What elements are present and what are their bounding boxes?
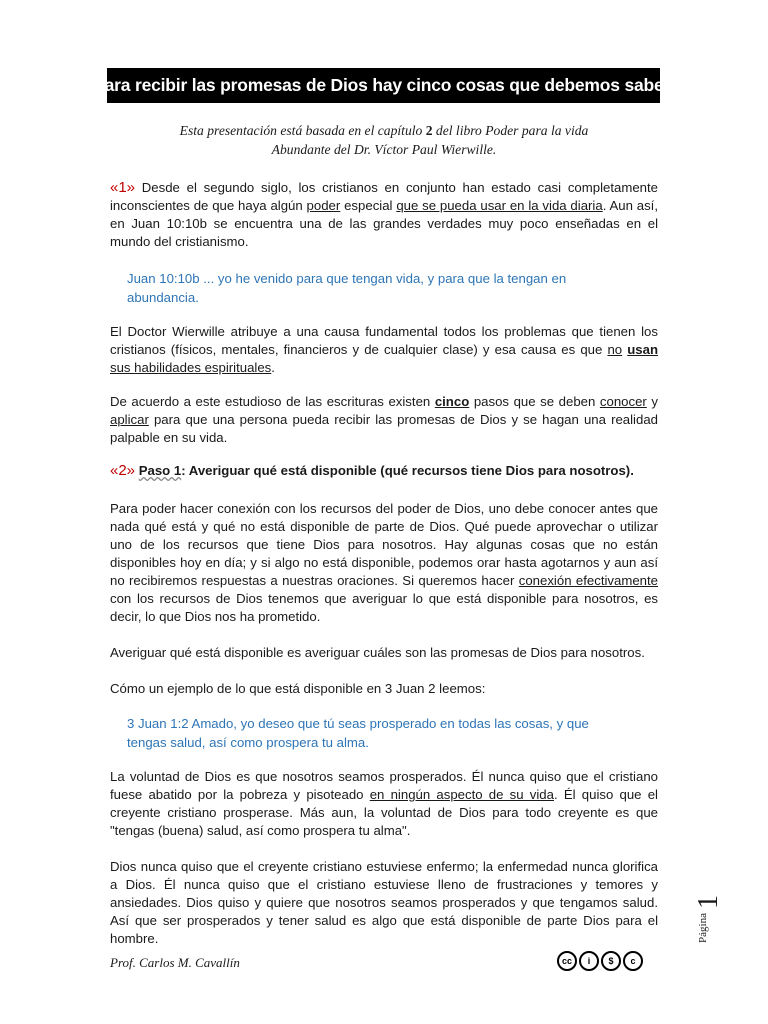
paragraph-number: «2» bbox=[110, 462, 136, 479]
section-heading-paso-1: «2» Paso 1: Averiguar qué está disponible (qué recursos tiene Dios para nosotros). bbox=[110, 462, 634, 479]
paragraph-4: Para poder hacer conexión con los recursos del poder de Dios, uno debe conocer antes que nada qué está y qué no está disponible de parte de Dios. Qué puede aprovechar o utilizar uno de los recursos que tiene Dios para nosotros. Hay algunas cosas que no están disponibles hoy en día; y si algo no está disponible, podemos orar hasta agotarnos y aun así no recibiremos respuestas a nuestras oraciones. Si queremos hacer conexión efectivamente con los recursos de Dios tenemos que averiguar lo que está disponible para nosotros, es decir, lo que Dios nos ha prometido. bbox=[110, 501, 658, 624]
page-number: 1 bbox=[693, 895, 724, 909]
verse-quote-2: 3 Juan 1:2 Amado, yo deseo que tú seas prosperado en todas las cosas, y que tengas salud, así como prospera tu alma. bbox=[127, 716, 589, 750]
paragraph-1: «1» Desde el segundo siglo, los cristianos en conjunto han estado casi completamente inconscientes de que haya algún poder especial que se pueda usar en la vida diaria. Aun así, en Juan 10:10b se encuentra una de las grandes verdades muy poco enseñadas en el mundo del cristianismo. bbox=[110, 179, 658, 249]
paragraph-5: Averiguar qué está disponible es averiguar cuáles son las promesas de Dios para nosotros. bbox=[110, 645, 645, 660]
document-title: Para recibir las promesas de Dios hay cinco cosas que debemos saber. bbox=[107, 68, 660, 103]
paragraph-8: Dios nunca quiso que el creyente cristiano estuviese enfermo; la enfermedad nunca glorifica a Dios. Él nunca quiso que el cristiano estuviese lleno de frustraciones y temores y ansiedades. Dios quiso y quiere que nosotros seamos prosperados y que tengamos salud. Así que ser prosperados y tener salud es algo que está disponible de parte Dios para el hombre. bbox=[110, 859, 658, 946]
paragraph-6: Cómo un ejemplo de lo que está disponible en 3 Juan 2 leemos: bbox=[110, 681, 486, 696]
paragraph-7: La voluntad de Dios es que nosotros seamos prosperados. Él nunca quiso que el cristiano fuese abatido por la pobreza y pisoteado en ningún aspecto de su vida. Él quiso que el creyente cristiano prosperase. Más aun, la voluntad de Dios para todo creyente es que "tengas (buena) salud, así como prospera tu alma". bbox=[110, 769, 658, 838]
cc-icon: cc bbox=[557, 951, 577, 971]
page-word: Página bbox=[696, 913, 709, 943]
license-badge bbox=[557, 951, 643, 971]
paragraph-3: De acuerdo a este estudioso de las escrituras existen cinco pasos que se deben conocer y aplicar para que una persona pueda recibir las promesas de Dios y se hagan una realidad palpable en su vida. bbox=[110, 394, 658, 445]
verse-quote-1: Juan 10:10b ... yo he venido para que tengan vida, y para que la tengan en abundancia. bbox=[127, 271, 567, 305]
by-icon: i bbox=[579, 951, 599, 971]
nc-icon: $ bbox=[601, 951, 621, 971]
sa-icon: c bbox=[623, 951, 643, 971]
intro-text: Esta presentación está basada en el capítulo 2 del libro Poder para la vida Abundante del Dr. Víctor Paul Wierwille. bbox=[179, 123, 589, 157]
paragraph-number: «1» bbox=[110, 179, 136, 196]
page-number-label bbox=[693, 888, 730, 950]
paragraph-2: El Doctor Wierwille atribuye a una causa fundamental todos los problemas que tienen los cristianos (físicos, mentales, financieros y de cualquier clase) y esa causa es que no usan sus habilidades espirituales. bbox=[110, 324, 658, 375]
footer-author: Prof. Carlos M. Cavallín bbox=[110, 955, 240, 970]
